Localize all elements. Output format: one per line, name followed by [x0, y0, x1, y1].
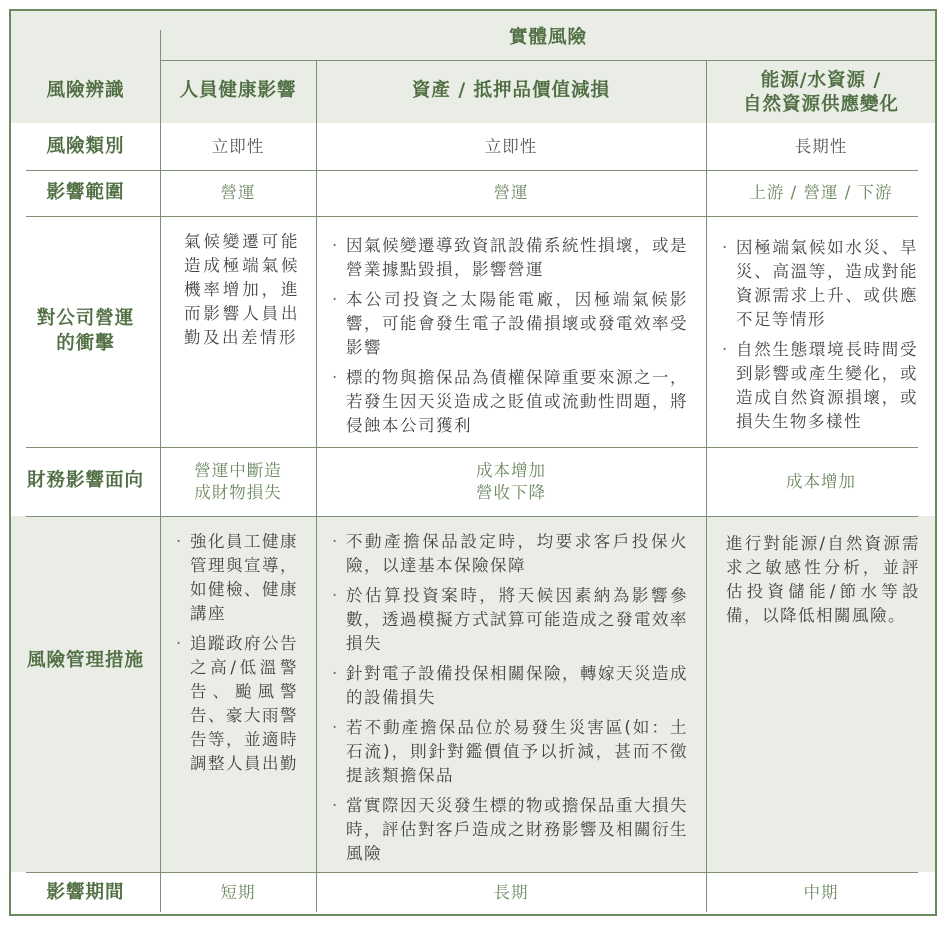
category-value: 立即性: [484, 137, 538, 157]
impact-health-text: 氣候變遷可能造成極端氣候機率增加，進而影響人員出勤及出差情形: [184, 232, 300, 347]
scope-value: 營運: [493, 183, 529, 203]
financial-value: 成本增加 營收下降: [476, 461, 546, 502]
scope-value: 上游 / 營運 / 下游: [749, 183, 893, 203]
bullet-item: · 針對電子設備投保相關保險，轉嫁天災造成的設備損失: [332, 664, 688, 707]
bullet-item: · 追蹤政府公告之高/低溫警告、颱風警告、豪大雨警告等，並適時調整人員出勤: [176, 634, 298, 773]
bullet-item: · 於估算投資案時，將天候因素納為影響參數，透過模擬方式試算可能造成之發電效率損失: [332, 586, 688, 653]
financial-value: 營運中斷造 成財物損失: [194, 461, 282, 502]
row-label-financial: 財務影響面向: [26, 470, 144, 492]
impact-asset-list: [332, 234, 688, 444]
financial-value: 成本增加: [786, 471, 856, 491]
management-asset-list: [332, 530, 688, 872]
row-label-scope: 影響範圍: [46, 181, 125, 203]
col-header-energy: 能源/水資源 / 自然資源供應變化: [742, 69, 899, 115]
category-value: 立即性: [211, 137, 265, 157]
bullet-item: · 當實際因天災發生標的物或擔保品重大損失時，評估對客戶造成之財務影響及相關衍生風險: [332, 796, 688, 863]
management-health-list: [176, 530, 298, 782]
row-label-category: 風險類別: [46, 135, 125, 157]
physical-risk-header: 實體風險: [508, 26, 587, 48]
bullet-item: · 若不動產擔保品位於易發生災害區(如：土石流)，則針對鑑價值予以折減，甚而不徵提該類擔保品: [332, 718, 688, 785]
bullet-item: · 本公司投資之太陽能電廠，因極端氣候影響，可能會發生電子設備損壞或發電效率受影響: [332, 290, 688, 357]
period-value: 中期: [803, 883, 839, 903]
bullet-item: · 自然生態環境長時間受到影響或產生變化，或造成自然資源損壞，或損失生物多樣性: [722, 340, 918, 431]
row-label-management: 風險管理措施: [26, 649, 144, 671]
scope-value: 營運: [220, 183, 256, 203]
bullet-item: · 因氣候變遷導致資訊設備系統性損壞，或是營業據點毀損，影響營運: [332, 236, 688, 279]
bullet-item: · 不動產擔保品設定時，均要求客戶投保火險，以達基本保險保障: [332, 532, 688, 575]
category-value: 長期性: [794, 137, 848, 157]
risk-identification-label: 風險辨識: [46, 79, 125, 101]
bullet-item: · 因極端氣候如水災、旱災、高溫等，造成對能資源需求上升、或供應不足等情形: [722, 238, 918, 329]
management-energy-text: 進行對能源/自然資源需求之敏感性分析，並評估投資儲能/節水等設備，以降低相關風險。: [726, 534, 920, 625]
period-value: 短期: [220, 883, 256, 903]
bullet-item: · 標的物與擔保品為債權保障重要來源之一，若發生因天災造成之貶值或流動性問題，將侵蝕本公司獲利: [332, 368, 688, 435]
impact-energy-list: [722, 236, 918, 440]
row-label-period: 影響期間: [46, 881, 125, 903]
bullet-item: · 強化員工健康管理與宣導，如健檢、健康講座: [176, 532, 298, 623]
col-header-asset: 資產 / 抵押品價值減損: [411, 79, 611, 101]
period-value: 長期: [493, 883, 529, 903]
col-header-health: 人員健康影響: [179, 79, 297, 101]
row-label-impact: 對公司營運 的衝擊: [36, 308, 135, 354]
